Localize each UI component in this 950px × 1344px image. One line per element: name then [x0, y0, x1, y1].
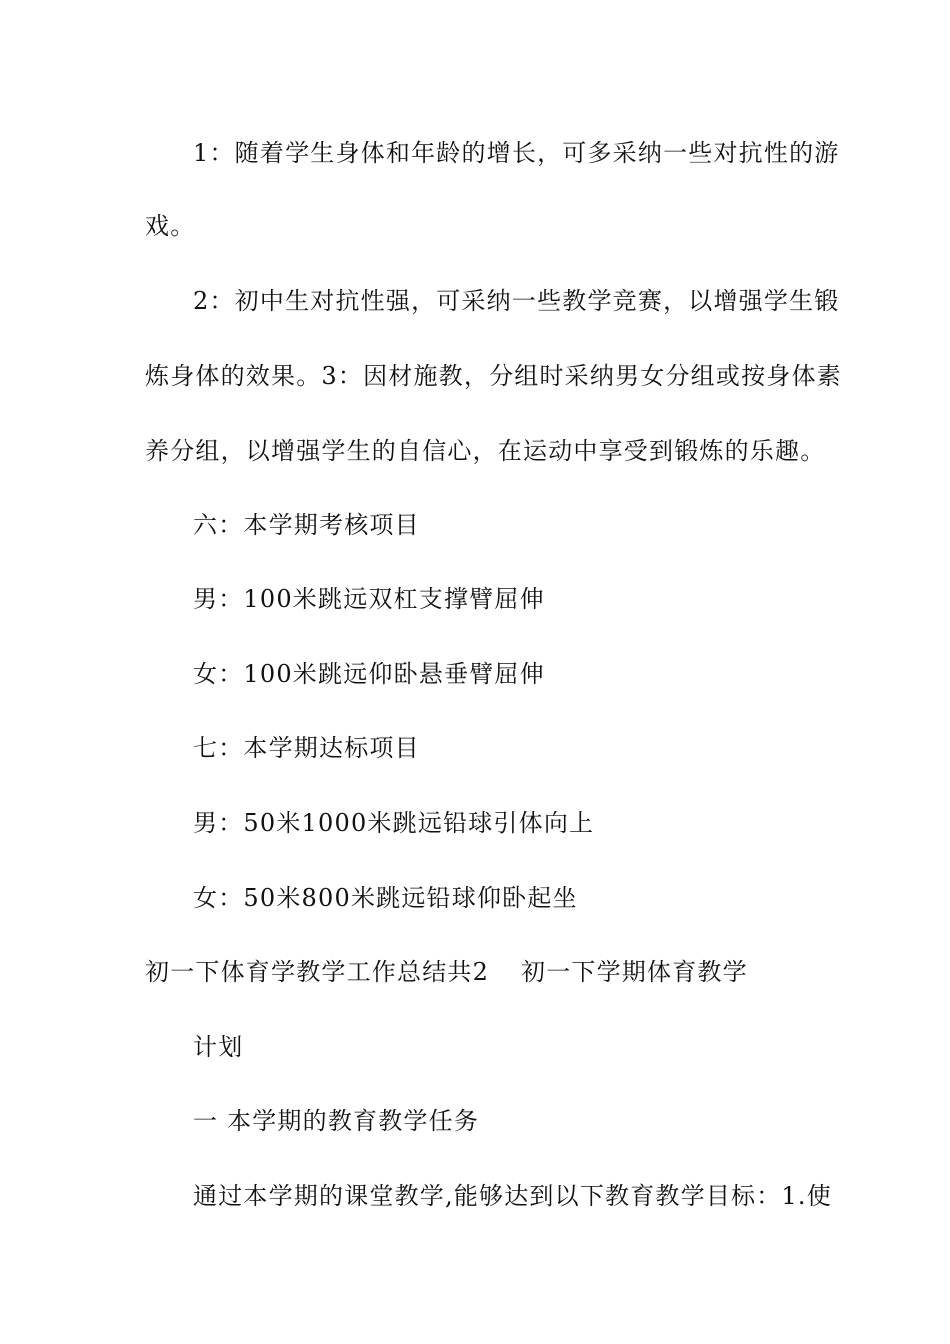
assessment-female-line: 女：100米跳远仰卧悬垂臂屈伸 — [193, 660, 545, 688]
section-heading-standard: 七：本学期达标项目 — [193, 734, 420, 762]
document-title-right: 初一下学期体育教学 — [521, 958, 748, 986]
document-title-left: 初一下体育学教学工作总结共2 — [145, 958, 490, 986]
section-heading-tasks: 一 本学期的教育教学任务 — [193, 1107, 480, 1135]
document-title-continuation: 计划 — [193, 1033, 244, 1061]
paragraph-line-4: 炼身体的效果。3：因材施教，分组时采纳男女分组或按身体素 — [145, 362, 842, 390]
section-heading-assessment: 六：本学期考核项目 — [193, 511, 420, 539]
standard-female-line: 女：50米800米跳远铅球仰卧起坐 — [193, 884, 578, 912]
paragraph-line-goals: 通过本学期的课堂教学,能够达到以下教育教学目标：1.使 — [193, 1182, 832, 1210]
paragraph-line-5: 养分组，以增强学生的自信心，在运动中享受到锻炼的乐趣。 — [145, 437, 826, 465]
paragraph-line-1: 1：随着学生身体和年龄的增长，可多采纳一些对抗性的游 — [193, 139, 840, 167]
standard-male-line: 男：50米1000米跳远铅球引体向上 — [193, 809, 595, 837]
assessment-male-line: 男：100米跳远双杠支撑臂屈伸 — [193, 585, 545, 613]
paragraph-line-3: 2：初中生对抗性强，可采纳一些教学竞赛，以增强学生锻 — [193, 287, 840, 315]
paragraph-line-2: 戏。 — [145, 212, 196, 240]
